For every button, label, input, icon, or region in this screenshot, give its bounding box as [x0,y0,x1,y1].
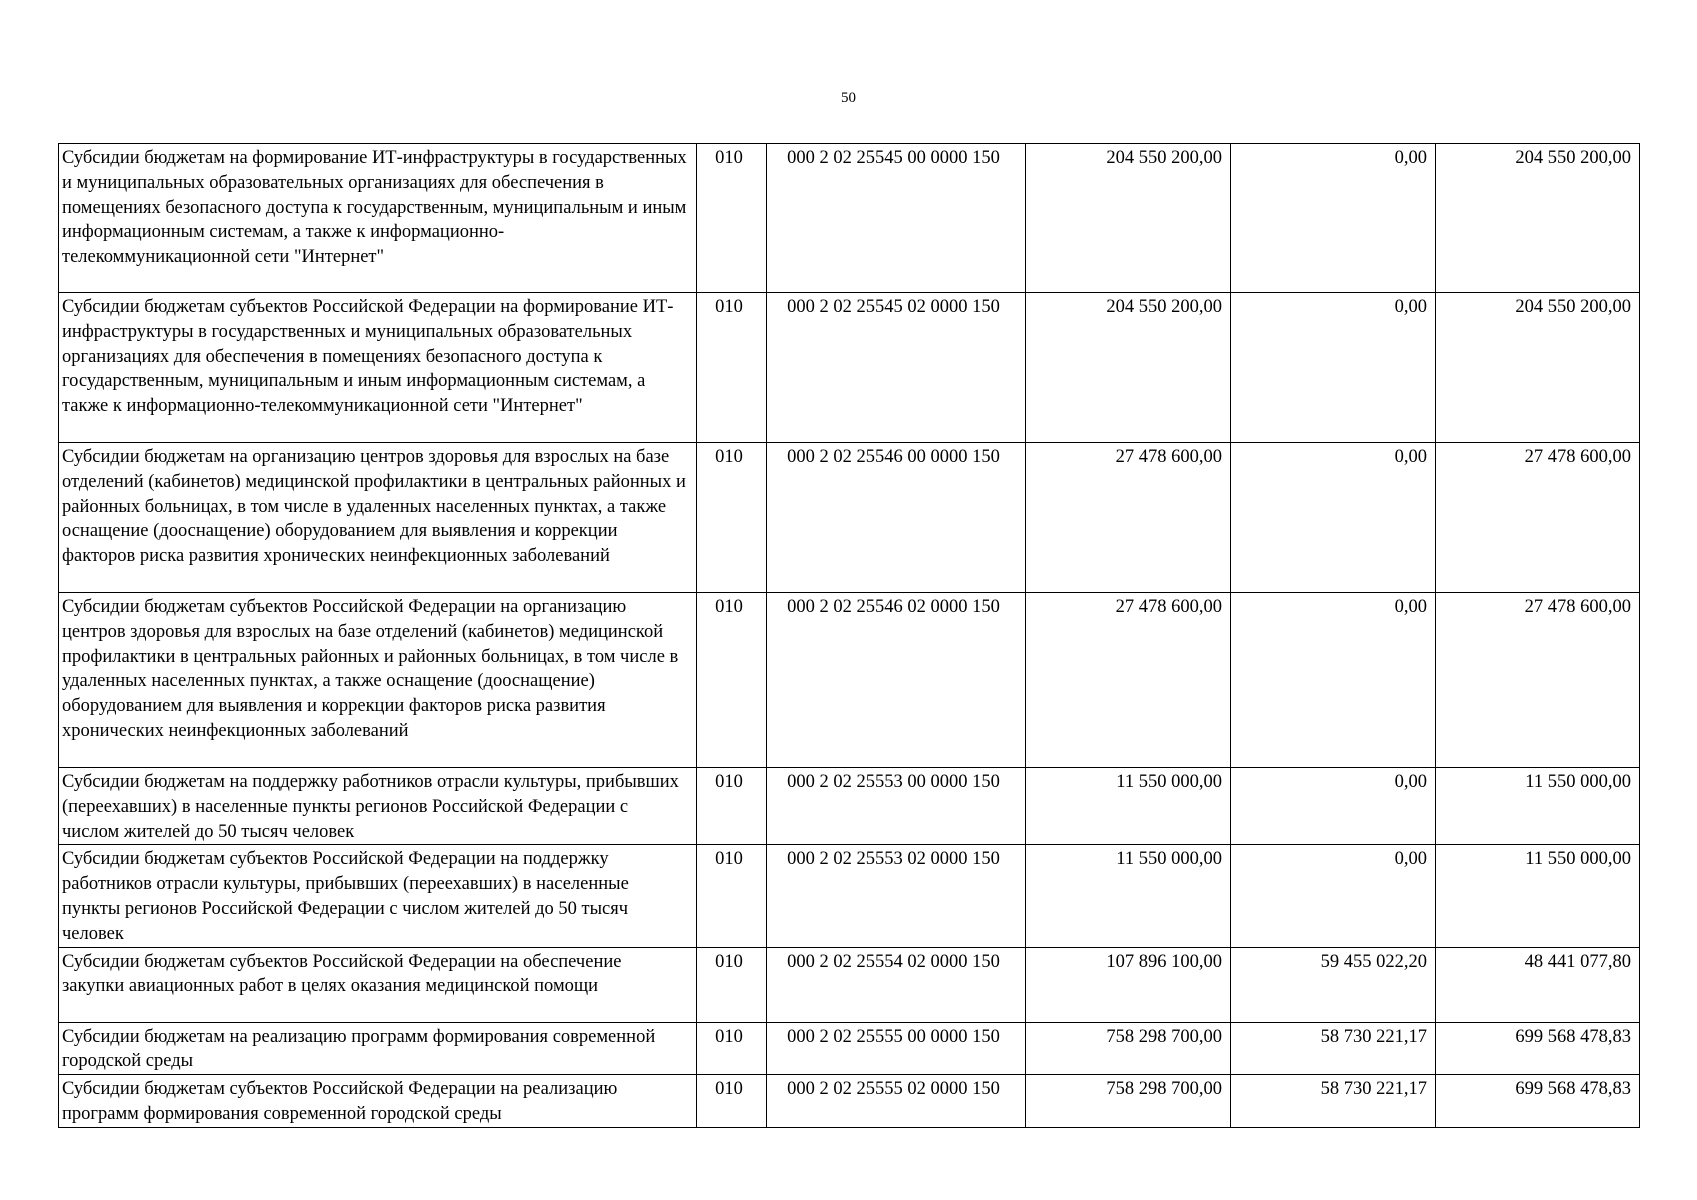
line-code-cell: 010 [697,293,767,443]
income-name-cell: Субсидии бюджетам на реализацию программ формирования современной городской среды [59,1022,697,1075]
unexecuted-amount-cell: 48 441 077,80 [1436,947,1640,1022]
approved-amount-cell: 11 550 000,00 [1026,768,1231,845]
line-code-cell: 010 [697,1022,767,1075]
income-name-cell: Субсидии бюджетам на поддержку работников отрасли культуры, прибывших (переехавших) в населенные пункты регионов Российской Федерации с числом жителей до 50 тысяч человек [59,768,697,845]
unexecuted-amount-cell: 204 550 200,00 [1436,293,1640,443]
unexecuted-amount-cell: 27 478 600,00 [1436,593,1640,768]
line-code-cell: 010 [697,845,767,947]
income-name-cell: Субсидии бюджетам субъектов Российской Федерации на реализацию программ формирования современной городской среды [59,1075,697,1128]
line-code-cell: 010 [697,144,767,293]
executed-amount-cell: 0,00 [1231,768,1436,845]
line-code-cell: 010 [697,947,767,1022]
executed-amount-cell: 0,00 [1231,845,1436,947]
table-row [59,845,1640,947]
executed-amount-cell: 0,00 [1231,593,1436,768]
approved-amount-cell: 27 478 600,00 [1026,443,1231,593]
unexecuted-amount-cell: 204 550 200,00 [1436,144,1640,293]
income-name-cell: Субсидии бюджетам субъектов Российской Федерации на поддержку работников отрасли культуры, прибывших (переехавших) в населенные пункты регионов Российской Федерации с числом жителей до 50 тысяч человек [59,845,697,947]
line-code-cell: 010 [697,593,767,768]
table-row [59,593,1640,768]
budget-classification-code-cell: 000 2 02 25553 00 0000 150 [767,768,1026,845]
page-number: 50 [841,90,856,106]
approved-amount-cell: 27 478 600,00 [1026,593,1231,768]
budget-classification-code-cell: 000 2 02 25555 02 0000 150 [767,1075,1026,1128]
budget-classification-code-cell: 000 2 02 25555 00 0000 150 [767,1022,1026,1075]
unexecuted-amount-cell: 11 550 000,00 [1436,768,1640,845]
budget-classification-code-cell: 000 2 02 25545 02 0000 150 [767,293,1026,443]
line-code-cell: 010 [697,768,767,845]
budget-classification-code-cell: 000 2 02 25545 00 0000 150 [767,144,1026,293]
income-name-cell: Субсидии бюджетам субъектов Российской Федерации на обеспечение закупки авиационных работ в целях оказания медицинской помощи [59,947,697,1022]
executed-amount-cell: 0,00 [1231,144,1436,293]
table-row [59,768,1640,845]
approved-amount-cell: 758 298 700,00 [1026,1022,1231,1075]
approved-amount-cell: 107 896 100,00 [1026,947,1231,1022]
budget-classification-code-cell: 000 2 02 25546 02 0000 150 [767,593,1026,768]
unexecuted-amount-cell: 27 478 600,00 [1436,443,1640,593]
income-name-cell: Субсидии бюджетам на формирование ИТ-инфраструктуры в государственных и муниципальных образовательных организациях для обеспечения в помещениях безопасного доступа к государственным, муниципальным и иным информационным системам, а также к информационно-телекоммуникационной сети "Интернет" [59,144,697,293]
approved-amount-cell: 758 298 700,00 [1026,1075,1231,1128]
budget-classification-code-cell: 000 2 02 25554 02 0000 150 [767,947,1026,1022]
line-code-cell: 010 [697,443,767,593]
approved-amount-cell: 204 550 200,00 [1026,144,1231,293]
income-name-cell: Субсидии бюджетам на организацию центров здоровья для взрослых на базе отделений (кабинетов) медицинской профилактики в центральных районных и районных больницах, в том числе в удаленных населенных пунктах, а также оснащение (дооснащение) оборудованием для выявления и коррекции факторов риска развития хронических неинфекционных заболеваний [59,443,697,593]
table-row [59,293,1640,443]
table-row [59,144,1640,293]
line-code-cell: 010 [697,1075,767,1128]
table-row [59,1022,1640,1075]
unexecuted-amount-cell: 11 550 000,00 [1436,845,1640,947]
unexecuted-amount-cell: 699 568 478,83 [1436,1075,1640,1128]
executed-amount-cell: 0,00 [1231,293,1436,443]
executed-amount-cell: 58 730 221,17 [1231,1022,1436,1075]
budget-classification-code-cell: 000 2 02 25553 02 0000 150 [767,845,1026,947]
unexecuted-amount-cell: 699 568 478,83 [1436,1022,1640,1075]
approved-amount-cell: 204 550 200,00 [1026,293,1231,443]
table-row [59,443,1640,593]
approved-amount-cell: 11 550 000,00 [1026,845,1231,947]
executed-amount-cell: 0,00 [1231,443,1436,593]
executed-amount-cell: 59 455 022,20 [1231,947,1436,1022]
income-name-cell: Субсидии бюджетам субъектов Российской Федерации на организацию центров здоровья для взрослых на базе отделений (кабинетов) медицинской профилактики в центральных районных и районных больницах, в том числе в удаленных населенных пунктах, а также оснащение (дооснащение) оборудованием для выявления и коррекции факторов риска развития хронических неинфекционных заболеваний [59,593,697,768]
budget-classification-code-cell: 000 2 02 25546 00 0000 150 [767,443,1026,593]
table-row [59,947,1640,1022]
table-row [59,1075,1640,1128]
executed-amount-cell: 58 730 221,17 [1231,1075,1436,1128]
budget-revenue-table [58,143,1640,1128]
income-name-cell: Субсидии бюджетам субъектов Российской Федерации на формирование ИТ-инфраструктуры в государственных и муниципальных образовательных организациях для обеспечения в помещениях безопасного доступа к государственным, муниципальным и иным информационным системам, а также к информационно-телекоммуникационной сети "Интернет" [59,293,697,443]
